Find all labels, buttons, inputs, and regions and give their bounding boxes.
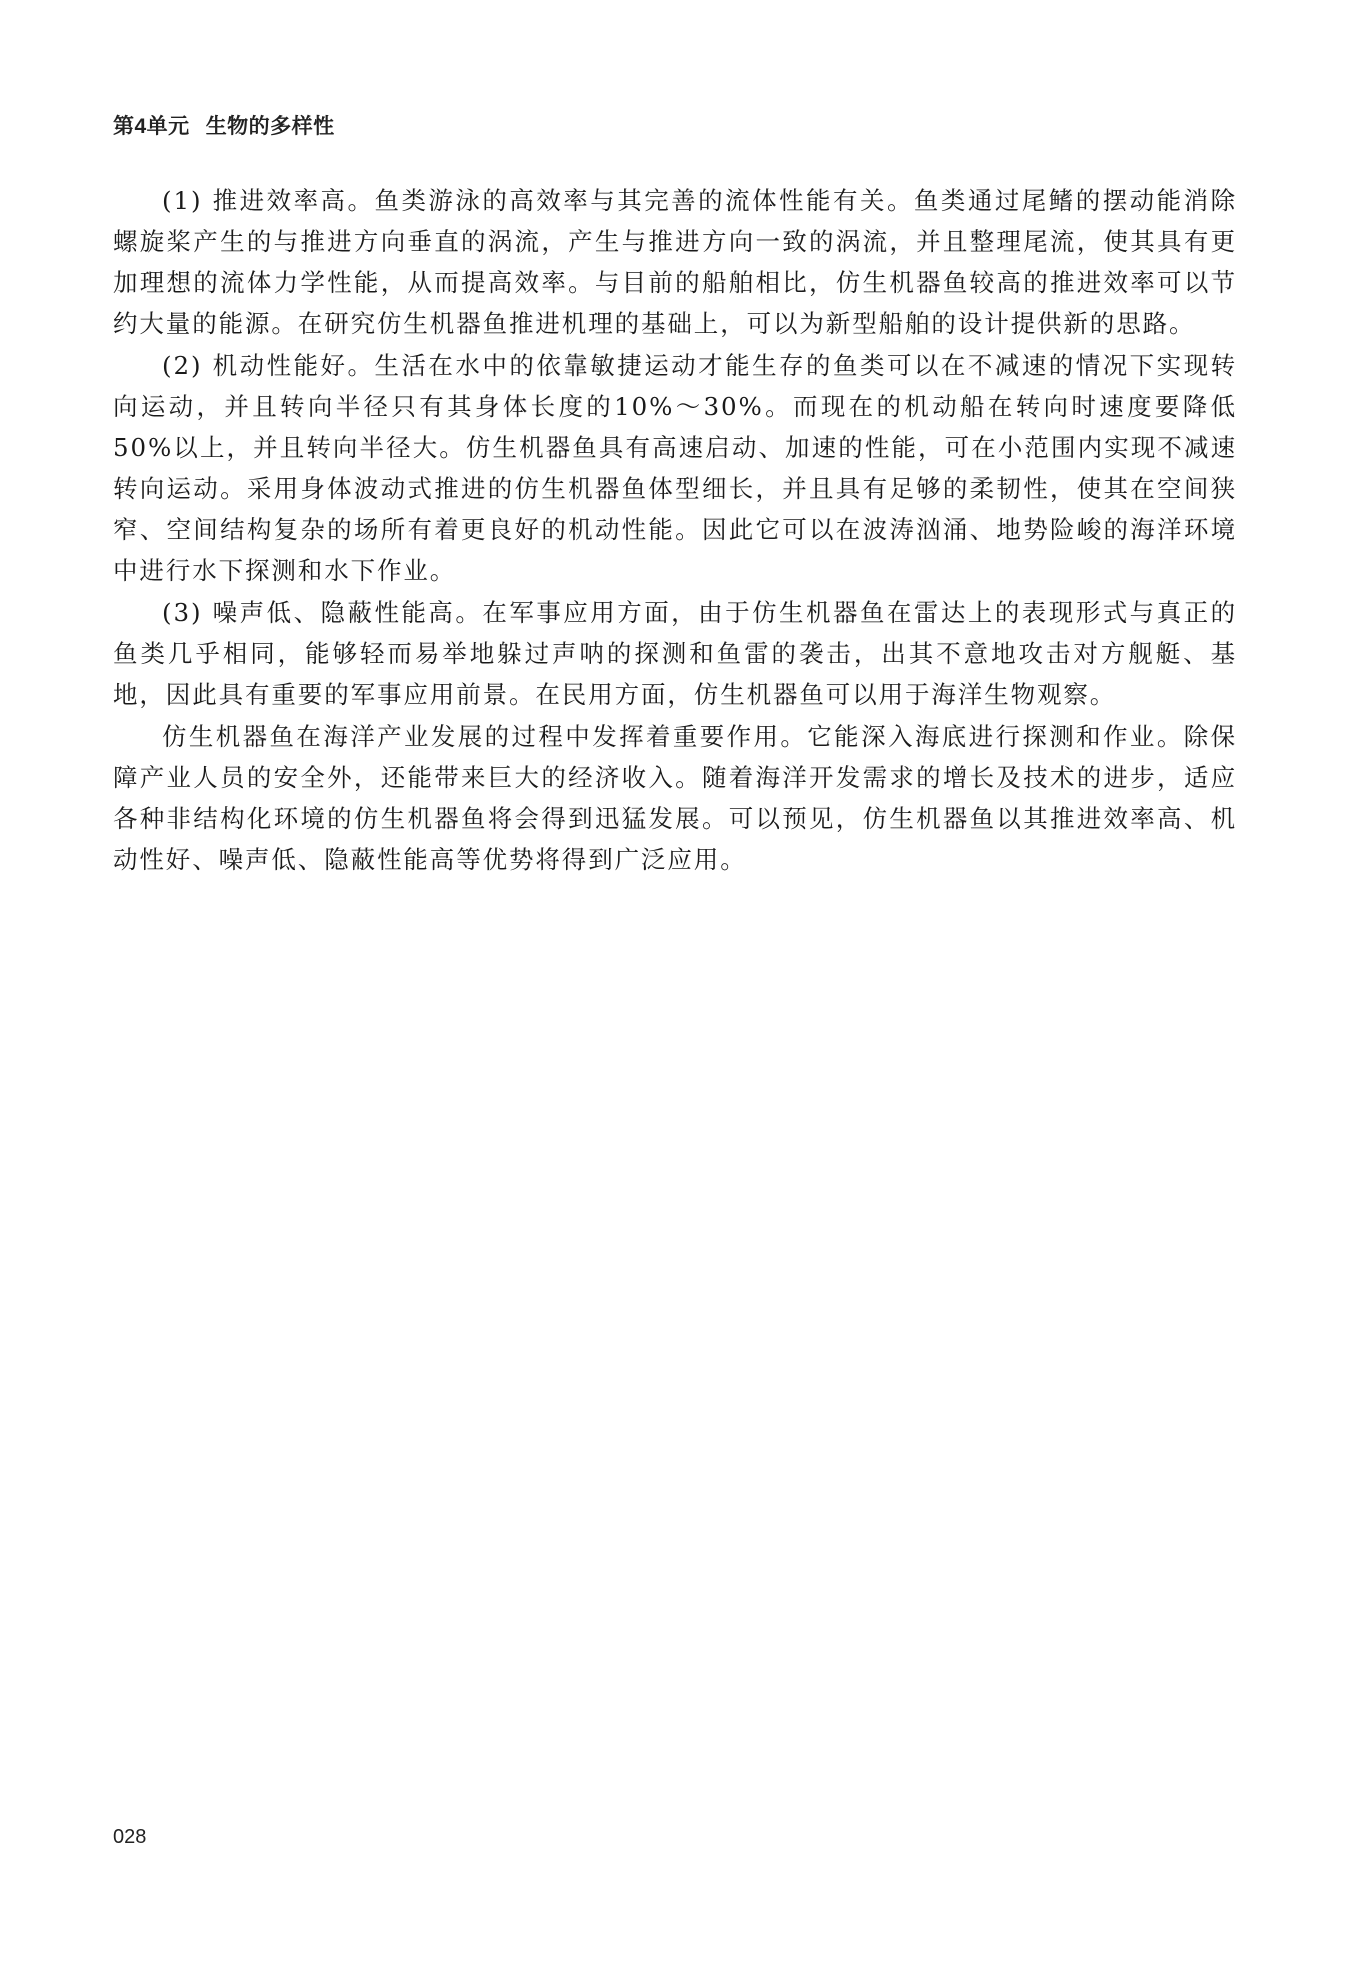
running-header: [113, 110, 335, 140]
paragraph-maneuverability: (2) 机动性能好。生活在水中的依靠敏捷运动才能生存的鱼类可以在不减速的情况下实现转向运动，并且转向半径只有其身体长度的10%～30%。而现在的机动船在转向时速度要降低50%以上，并且转向半径大。仿生机器鱼具有高速启动、加速的性能，可在小范围内实现不减速转向运动。采用身体波动式推进的仿生机器鱼体型细长，并且具有足够的柔韧性，使其在空间狭窄、空间结构复杂的场所有着更良好的机动性能。因此它可以在波涛汹涌、地势险峻的海洋环境中进行水下探测和水下作业。: [113, 351, 1237, 585]
unit-label: 第4单元: [113, 115, 190, 138]
page-number: 028: [113, 1826, 147, 1848]
paragraph-propulsion-efficiency: (1) 推进效率高。鱼类游泳的高效率与其完善的流体性能有关。鱼类通过尾鳍的摆动能消除螺旋桨产生的与推进方向垂直的涡流，产生与推进方向一致的涡流，并且整理尾流，使其具有更加理想的流体力学性能，从而提高效率。与目前的船舶相比，仿生机器鱼较高的推进效率可以节约大量的能源。在研究仿生机器鱼推进机理的基础上，可以为新型船舶的设计提供新的思路。: [113, 186, 1237, 338]
chapter-title: 生物的多样性: [205, 115, 335, 138]
paragraph-low-noise-stealth: (3) 噪声低、隐蔽性能高。在军事应用方面，由于仿生机器鱼在雷达上的表现形式与真正的鱼类几乎相同，能够轻而易举地躲过声呐的探测和鱼雷的袭击，出其不意地攻击对方舰艇、基地，因此具有重要的军事应用前景。在民用方面，仿生机器鱼可以用于海洋生物观察。: [113, 598, 1237, 709]
paragraph-conclusion: 仿生机器鱼在海洋产业发展的过程中发挥着重要作用。它能深入海底进行探测和作业。除保障产业人员的安全外，还能带来巨大的经济收入。随着海洋开发需求的增长及技术的进步，适应各种非结构化环境的仿生机器鱼将会得到迅猛发展。可以预见，仿生机器鱼以其推进效率高、机动性好、噪声低、隐蔽性能高等优势将得到广泛应用。: [113, 722, 1237, 874]
body-text: [113, 180, 1237, 881]
